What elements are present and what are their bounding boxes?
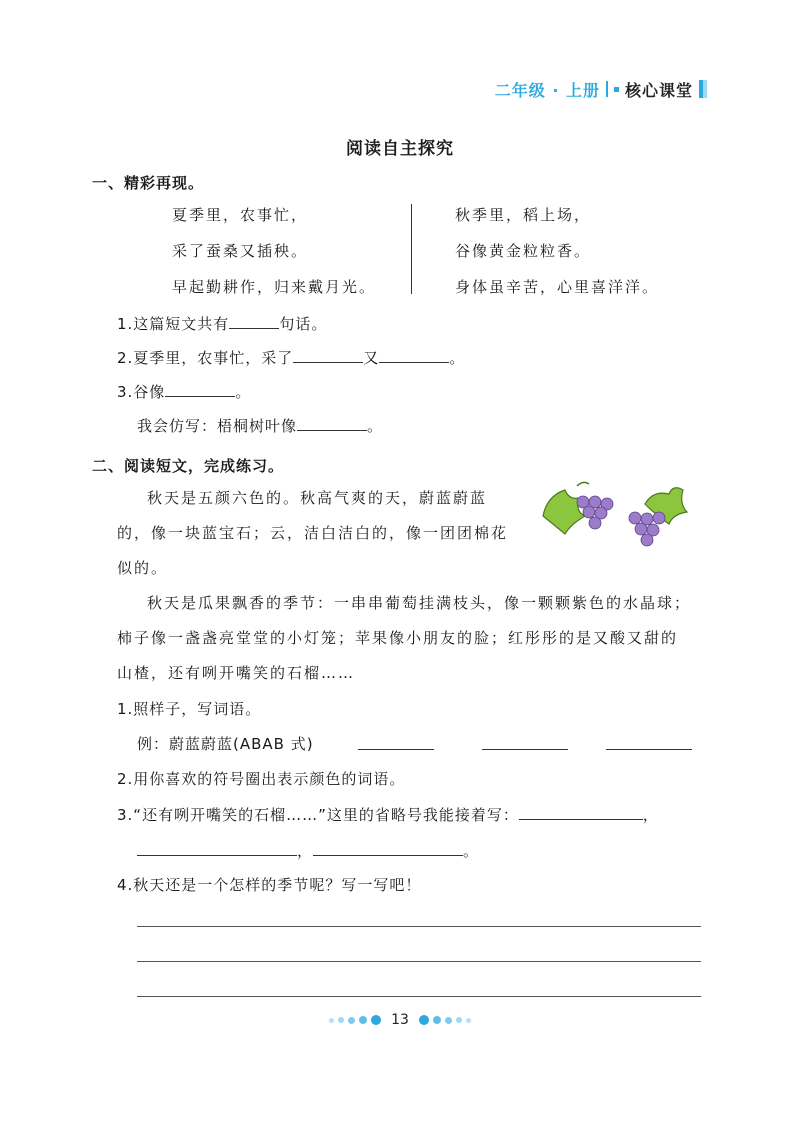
- header-title: 核心课堂: [624, 80, 693, 100]
- writing-line-2[interactable]: [137, 961, 701, 962]
- writing-line-3[interactable]: [137, 996, 701, 997]
- question-1-1: 1.这篇短文共有 句话。: [117, 315, 328, 333]
- poem-right-line-1: 秋季里，稻上场，: [455, 206, 592, 224]
- page-dot-icon: [466, 1018, 471, 1023]
- grapes-illustration: [535, 478, 695, 558]
- page-dot-icon: [359, 1016, 367, 1024]
- question-2-3-continue: ， 。: [137, 840, 479, 861]
- passage-p2-line-1: 秋天是瓜果飘香的季节：一串串葡萄挂满枝头，像一颗颗紫色的水晶球；: [147, 594, 692, 612]
- header-square-icon: [614, 87, 619, 92]
- answer-blank[interactable]: [358, 735, 434, 750]
- answer-blank[interactable]: [606, 735, 692, 750]
- question-2-2: 2.用你喜欢的符号圈出表示颜色的词语。: [117, 770, 406, 788]
- answer-blank[interactable]: [482, 735, 568, 750]
- section-2-heading: 二、阅读短文，完成练习。: [92, 457, 285, 475]
- passage-p2-line-2: 柿子像一盏盏亮堂堂的小灯笼；苹果像小朋友的脸；红彤彤的是又酸又甜的: [117, 629, 679, 647]
- question-1-3: 3.谷像 。: [117, 383, 252, 401]
- page-dot-icon: [419, 1015, 429, 1025]
- answer-blank[interactable]: [165, 382, 235, 397]
- answer-blank[interactable]: [519, 805, 643, 820]
- page-dot-icon: [456, 1017, 462, 1023]
- passage-p1-line-2: 的，像一块蓝宝石；云，洁白洁白的，像一团团棉花: [117, 524, 509, 542]
- page-dot-icon: [371, 1015, 381, 1025]
- writing-line-1[interactable]: [137, 926, 701, 927]
- page-dot-icon: [348, 1017, 355, 1024]
- page-header: [495, 76, 707, 102]
- passage-p1-line-3: 似的。: [117, 559, 169, 577]
- answer-blank[interactable]: [297, 416, 367, 431]
- question-1-2: 2.夏季里，农事忙，采了 又 。: [117, 349, 466, 367]
- page-dot-icon: [338, 1017, 344, 1023]
- page-footer: [0, 1012, 800, 1028]
- question-1-3-imitate: 我会仿写：梧桐树叶像 。: [137, 417, 384, 435]
- poem-left-line-1: 夏季里，农事忙，: [172, 206, 309, 224]
- page-number: 13: [391, 1012, 409, 1028]
- answer-blank[interactable]: [137, 841, 297, 856]
- answer-blank[interactable]: [229, 314, 279, 329]
- answer-blank[interactable]: [293, 348, 363, 363]
- grade-label: 二年级 · 上册: [494, 80, 600, 100]
- header-divider: [606, 81, 608, 97]
- page-dot-icon: [433, 1016, 441, 1024]
- poem-right-line-2: 谷像黄金粒粒香。: [455, 242, 592, 260]
- question-2-1: 1.照样子，写词语。: [117, 700, 262, 718]
- question-2-4: 4.秋天还是一个怎样的季节呢？写一写吧！: [117, 876, 422, 894]
- page-dot-icon: [445, 1017, 452, 1024]
- question-2-1-example: 例：蔚蓝蔚蓝(ABAB 式): [137, 735, 314, 753]
- poem-divider: [411, 204, 412, 294]
- question-2-3: 3.“还有咧开嘴笑的石榴……”这里的省略号我能接着写： ，: [117, 806, 659, 824]
- poem-right-line-3: 身体虽辛苦，心里喜洋洋。: [455, 278, 660, 296]
- answer-blank[interactable]: [313, 841, 463, 856]
- page-dot-icon: [329, 1018, 334, 1023]
- poem-left-line-2: 采了蚕桑又插秧。: [172, 242, 309, 260]
- passage-p2-line-3: 山楂，还有咧开嘴笑的石榴……: [117, 664, 356, 682]
- header-bar-icon: [699, 80, 707, 98]
- passage-p1-line-1: 秋天是五颜六色的。秋高气爽的天，蔚蓝蔚蓝: [147, 489, 488, 507]
- answer-blank[interactable]: [379, 348, 449, 363]
- section-1-heading: 一、精彩再现。: [92, 174, 205, 192]
- page-title: 阅读自主探究: [346, 139, 454, 159]
- poem-left-line-3: 早起勤耕作，归来戴月光。: [172, 278, 377, 296]
